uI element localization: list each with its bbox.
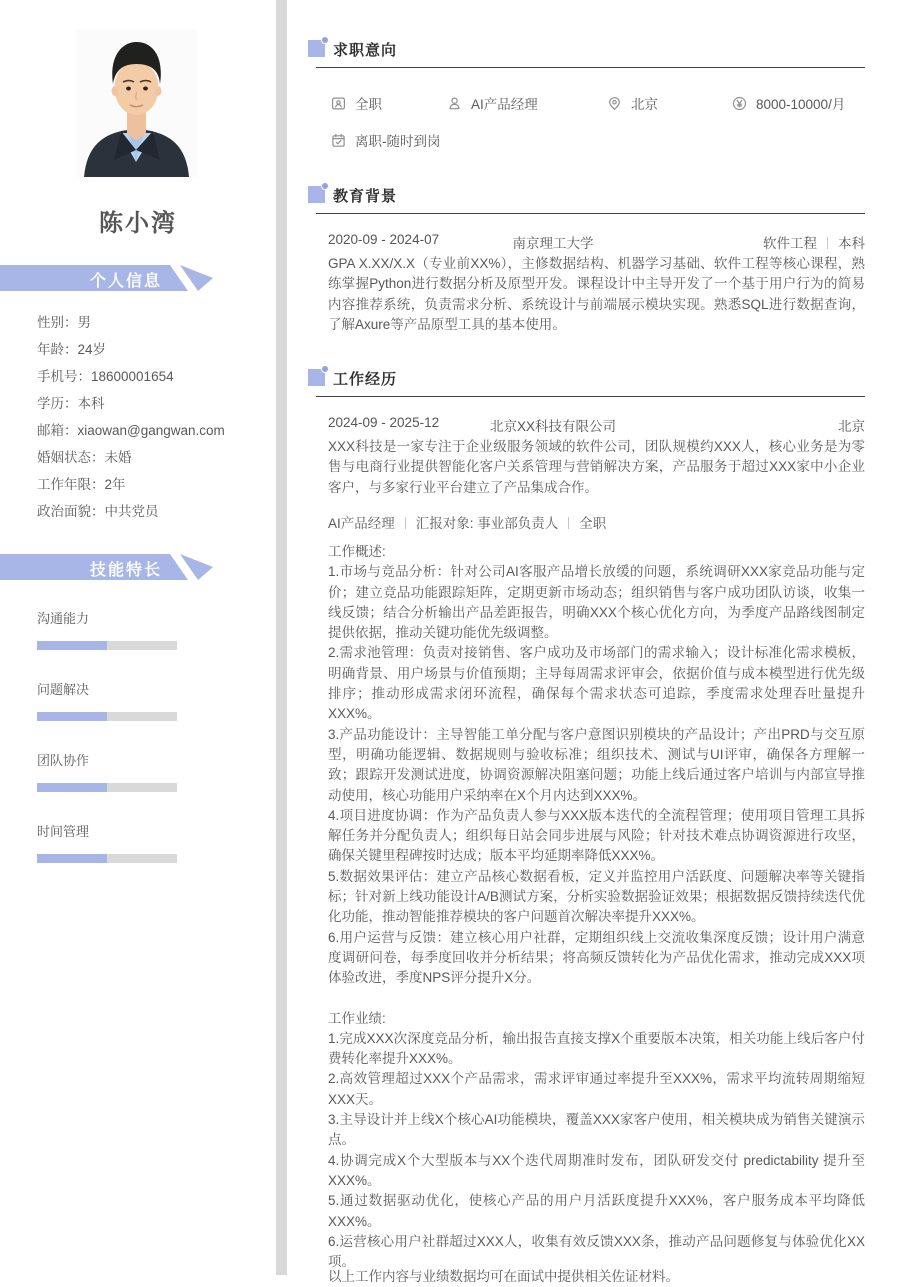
- skills-section-banner: [0, 554, 213, 580]
- work-location: 北京: [838, 419, 865, 434]
- location-pin-icon: [607, 96, 622, 111]
- skill-bar-fill: [37, 854, 107, 863]
- work-achievement-item: 3.主导设计并上线X个核心AI功能模块，覆盖XXX家客户使用，相关模块成为销售关键演示点。: [328, 1112, 865, 1148]
- work-overview-item: 1.市场与竞品分析：针对公司AI客服产品增长放缓的问题，系统调研XXX家竞品功能与定价；建立竞品功能跟踪矩阵，定期更新市场动态；组织销售与客户成功团队访谈，收集一线反馈；结合分析输出产品差距报告，明确XXX个核心优化方向，为季度产品路线图制定提供依据，推动关键功能优先级调整。: [328, 564, 865, 641]
- personal-info-list: [37, 309, 225, 525]
- intent-position-text: AI产品经理: [471, 97, 538, 112]
- info-row-education: 学历：本科: [37, 396, 105, 411]
- info-row-political: 政治面貌：中共党员: [37, 504, 159, 519]
- portrait-photo-illustration: [76, 30, 197, 177]
- salary-yen-icon: [732, 96, 747, 111]
- work-achievement-item: 4.协调完成X个大型版本与XX个迭代周期准时发布，团队研发交付 predictability 提升至XXX%。: [328, 1152, 865, 1188]
- skill-label: 时间管理: [37, 824, 90, 839]
- skill-bar-track: [37, 641, 177, 650]
- intent-position: [447, 94, 538, 112]
- work-overview-item: 4.项目进度协调：作为产品负责人参与XXX版本迭代的全流程管理；使用项目管理工具拆解任务并分配负责人；组织每日站会同步进展与风险；针对技术难点协调资源进行攻坚，确保关键里程碑按时达成；版本平均延期率降低XXX%。: [328, 807, 865, 864]
- work-report-to: 汇报对象: 事业部负责人: [415, 516, 559, 531]
- calendar-check-icon: [331, 133, 346, 148]
- education-school: 南京理工大学: [512, 236, 594, 251]
- skill-label: 沟通能力: [37, 611, 90, 626]
- sidebar: [0, 0, 276, 1275]
- skill-item: [37, 823, 177, 863]
- section-marker-dot: [321, 365, 329, 373]
- intent-salary: [732, 94, 845, 112]
- section-marker-dot: [321, 36, 329, 44]
- skill-bar-track: [37, 783, 177, 792]
- work-detail: [328, 542, 865, 1272]
- work-role: AI产品经理: [328, 516, 395, 531]
- intent-job-type: [331, 94, 382, 112]
- intent-availability: [331, 131, 441, 149]
- separator: [827, 237, 828, 249]
- education-major: 软件工程: [763, 236, 817, 251]
- work-overview-item: 6.用户运营与反馈：建立核心用户社群，定期组织线上交流收集深度反馈；设计用户满意度调研问卷，每季度回收并分析结果；将高频反馈转化为产品优化需求，推动完成XXX项体验改进，季度NPS评分提升X分。: [328, 929, 865, 986]
- intent-availability-text: 离职-随时到岗: [355, 134, 441, 149]
- skill-label: 问题解决: [37, 682, 90, 697]
- skills-title: 技能特长: [90, 562, 163, 579]
- skill-item: [37, 610, 177, 650]
- skills-list: [37, 610, 177, 894]
- work-achievement-item: 1.完成XXX次深度竞品分析，输出报告直接支撑X个重要版本决策，相关功能上线后客户付费转化率提升XXX%。: [328, 1030, 865, 1067]
- info-row-gender: 性别：男: [37, 315, 91, 330]
- user-icon: [447, 96, 462, 111]
- section-title: 教育背景: [333, 188, 398, 205]
- education-major-degree: [763, 232, 865, 252]
- intent-city: [607, 94, 658, 112]
- skill-bar-fill: [37, 783, 107, 792]
- education-degree: 本科: [838, 236, 865, 251]
- work-overview-item: 2.需求池管理：负责对接销售、客户成功及市场部门的需求输入；设计标准化需求模板，明确背景、用户场景与价值预期；主导每周需求评审会，依据价值与成本模型进行优先级排序；推动形成需求闭环流程，确保每个需求状态可追踪，季度需求处理吞吐量提升XXX%。: [328, 645, 865, 722]
- section-marker-icon: [308, 369, 325, 386]
- intent-city-text: 北京: [631, 97, 658, 112]
- main-content: [308, 0, 865, 1275]
- education-description: GPA X.XX/X.X（专业前XX%），主修数据结构、机器学习基础、软件工程等核心课程，熟练掌握Python进行数据分析及原型开发。课程设计中主导开发了一个基于用户行为的简易内容推荐系统，负责需求分析、系统设计与前端展示模块实现。熟悉SQL进行数据查询，了解Axure等产品原型工具的基本使用。: [328, 256, 865, 332]
- work-overview-item: 5.数据效果评估：建立产品核心数据看板，定义并监控用户活跃度、问题解决率等关键指标；针对新上线功能设计A/B测试方案，分析实验数据验证效果；根据数据反馈持续迭代优化功能，推动智能推荐模块的客户问题首次解决率提升XXX%。: [328, 868, 865, 925]
- section-title: 工作经历: [333, 371, 398, 388]
- work-achievements-label: 工作业绩:: [328, 1010, 386, 1026]
- section-title: 求职意向: [333, 42, 398, 59]
- work-entry-row: [328, 415, 865, 433]
- education-period: 2020-09 - 2024-07: [328, 232, 440, 247]
- candidate-name: 陈小湾: [99, 210, 177, 237]
- work-achievement-item: 5.通过数据驱动优化，使核心产品的用户月活跃度提升XXX%，客户服务成本平均降低XXX%。: [328, 1193, 865, 1229]
- work-achievement-item: 6.运营核心用户社群超过XXX人，收集有效反馈XXX条，推动产品问题修复与体验优化XX项。: [328, 1233, 865, 1270]
- work-period: 2024-09 - 2025-12: [328, 415, 440, 430]
- skill-bar-track: [37, 854, 177, 863]
- separator: [568, 517, 569, 529]
- education-entry-row: [328, 232, 865, 250]
- clipped-text-line: 以上工作内容与业绩数据均可在面试中提供相关佐证材料。: [328, 1269, 679, 1284]
- work-overview-item: 3.产品功能设计：主导智能工单分配与客户意图识别模块的产品设计；产出PRD与交互原型，明确功能逻辑、数据规则与验收标准；组织技术、测试与UI评审，确保各方理解一致；跟踪开发测试进度，协调资源解决阻塞问题；功能上线后通过客户培训与内部宣导推动使用，核心功能用户采纳率在X个月内达到XXX%。: [328, 726, 865, 803]
- skill-item: [37, 681, 177, 721]
- personal-info-title: 个人信息: [90, 273, 163, 290]
- info-row-age: 年龄：24岁: [37, 342, 107, 357]
- skill-bar-fill: [37, 712, 107, 721]
- info-row-phone: 手机号：18600001654: [37, 369, 174, 384]
- id-badge-icon: [331, 96, 346, 111]
- info-row-experience-years: 工作年限：2年: [37, 477, 126, 492]
- skill-label: 团队协作: [37, 753, 90, 768]
- work-company: 北京XX科技有限公司: [489, 419, 616, 434]
- work-role-row: [328, 512, 865, 532]
- section-marker-icon: [308, 186, 325, 203]
- personal-info-section-banner: [0, 265, 213, 291]
- separator: [405, 517, 406, 529]
- section-underline: [316, 213, 865, 214]
- section-underline: [316, 396, 865, 397]
- section-marker-icon: [308, 40, 325, 57]
- company-description: XXX科技是一家专注于企业级服务领域的软件公司，团队规模约XXX人，核心业务是为零售与电商行业提供智能化客户关系管理与营销解决方案，产品服务于超过XXX家中小企业客户，与多家行业平台建立了产品集成合作。: [328, 439, 865, 495]
- skill-item: [37, 752, 177, 792]
- skill-bar-fill: [37, 641, 107, 650]
- portrait-photo: [76, 30, 197, 177]
- intent-job-type-text: 全职: [355, 97, 382, 112]
- info-row-marital: 婚姻状态：未婚: [37, 450, 132, 465]
- work-achievement-item: 2.高效管理超过XXX个产品需求，需求评审通过率提升至XXX%，需求平均流转周期缩短XXX天。: [328, 1071, 865, 1107]
- work-achievements: [328, 1009, 865, 1273]
- section-marker-dot: [321, 182, 329, 190]
- column-divider: [276, 0, 287, 1275]
- section-underline: [316, 67, 865, 68]
- work-job-type: 全职: [579, 516, 607, 531]
- info-row-email: 邮箱：xiaowan@gangwan.com: [37, 423, 225, 438]
- intent-salary-text: 8000-10000/月: [756, 97, 846, 112]
- work-overview-label: 工作概述:: [328, 544, 386, 559]
- skill-bar-track: [37, 712, 177, 721]
